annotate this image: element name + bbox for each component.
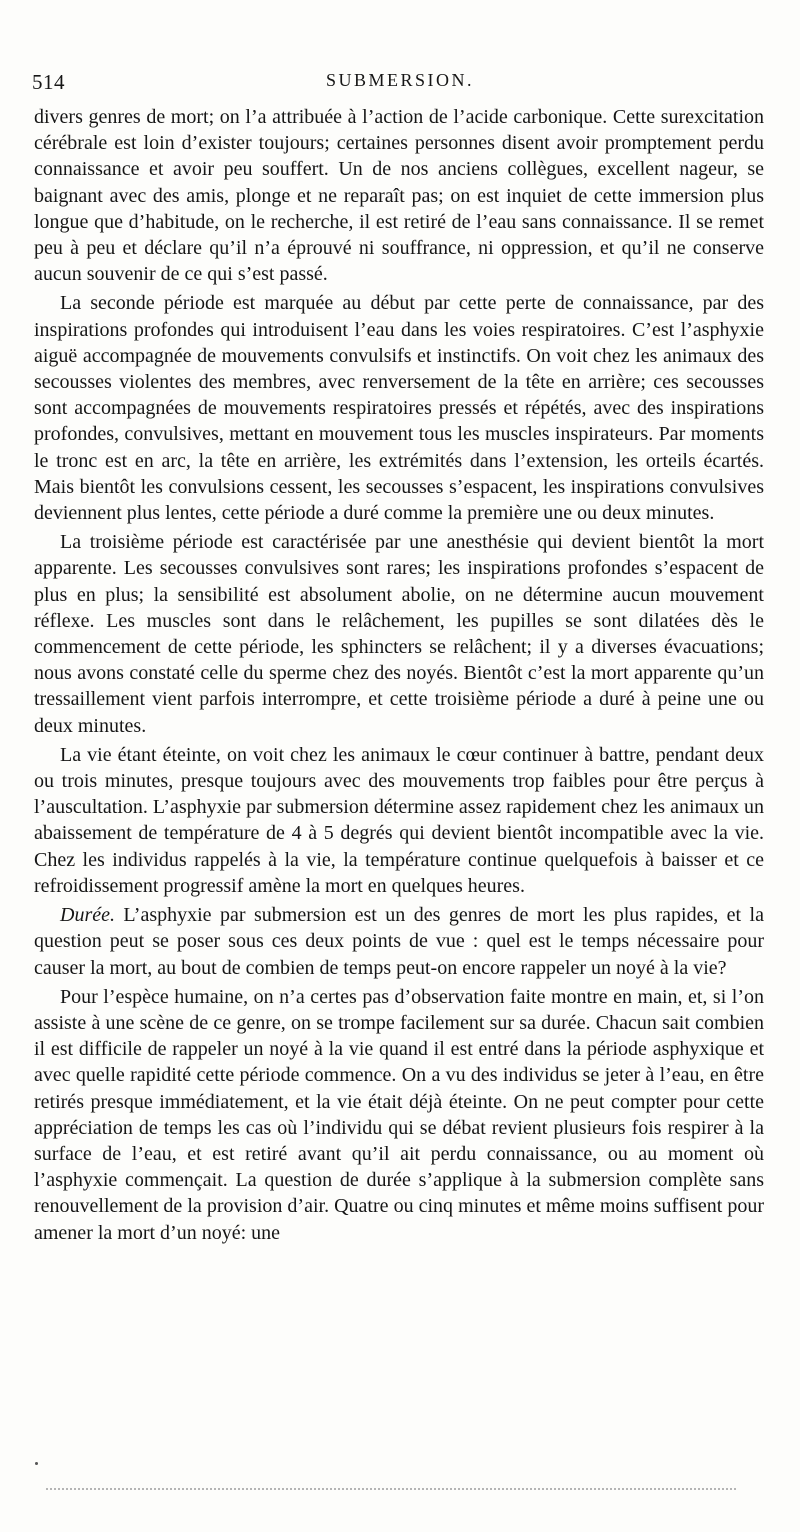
footer-rule	[46, 1488, 736, 1490]
paragraph-troisieme-periode	[34, 529, 764, 739]
running-title: SUBMERSION.	[325, 70, 475, 90]
page-number: 514	[32, 70, 65, 94]
paragraph-text: Pour l’espèce humaine, on n’a certes pas d’observation faite montre en main, et, si l’on assiste à une scène de ce genre, on se trompe facilement sur sa durée. Chacun sait combien il est difficile de rappeler un noyé à la vie quand il est entré dans la période asphyxique et avec quelle rapidité cette période commence. On a vu des individus se jeter à l’eau, en être retirés presque immédiatement, et la vie était déjà éteinte. On ne peut compter pour cette appréciation de temps les cas où l’individu qui se débat revient plusieurs fois respirer à la surface de l’eau, et est retiré avant qu’il ait perdu connaissance, ou au moment où l’asphyxie commençait. La question de durée s’applique à la submersion complète sans renouvellement de la provision d’air. Quatre ou cinq minutes et même moins suffisent pour amener la mort d’un noyé: une	[34, 985, 764, 1244]
paragraph-text: La seconde période est marquée au début par cette perte de connaissance, par des inspirations profondes qui introduisent l’eau dans les voies respiratoires. C’est l’asphyxie aiguë accompagnée de mouvements convulsifs et instinctifs. On voit chez les animaux des secousses violentes des membres, avec renversement de la tête en arrière; ces secousses sont accompagnées de mouvements respiratoires pressés et répétés, avec des inspirations profondes, convulsives, mettant en mouvement tous les muscles inspirateurs. Par moments le tronc est en arc, la tête en arrière, les extrémités dans l’extension, les orteils écartés. Mais bientôt les convulsions cessent, les secousses s’espacent, les inspirations convulsives deviennent plus lentes, cette période a duré comme la première une ou deux minutes.	[34, 292, 764, 525]
paragraph-seconde-periode	[34, 290, 764, 526]
body-text	[34, 104, 764, 1246]
paragraph-text: L’asphyxie par submersion est un des genres de mort les plus rapides, et la question peut se poser sous ces deux points de vue : quel est le temps nécessaire pour causer la mort, au bout de combien de temps peut-on encore rappeler un noyé à la vie?	[34, 904, 764, 979]
section-lead-duree: Durée.	[60, 904, 115, 927]
paragraph-text: La vie étant éteinte, on voit chez les animaux le cœur continuer à battre, pendant deux ou trois minutes, presque toujours avec des mouvements trop faibles pour être perçus à l’auscultation. L’asphyxie par submersion détermine assez rapidement chez les animaux un abaissement de température de 4 à 5 degrés qui devient bientôt incompatible avec la vie. Chez les individus rappelés à la vie, la température continue quelquefois à baisser et ce refroidissement progressif amène la mort en quelques heures.	[34, 743, 764, 897]
paragraph-vie-eteinte	[34, 742, 764, 899]
page-header	[32, 70, 768, 98]
paragraph-text: La troisième période est caractérisée par une anesthésie qui devient bientôt la mort apparente. Les secousses convulsives sont rares; les inspirations profondes s’espacent de plus en plus; la sensibilité est absolument abolie, on ne détermine aucun mouvement réflexe. Les muscles sont dans le relâchement, les pupilles se sont dilatées dès le commencement de cette période, les sphincters se relâchent; il y a diverses évacuations; nous avons constaté celle du sperme chez des noyés. Bientôt c’est la mort apparente qu’un tressaillement vient parfois interrompre, et cette troisième période a duré à peine une ou deux minutes.	[34, 531, 764, 737]
paragraph-duree	[34, 902, 764, 981]
marginal-dot	[35, 1462, 38, 1465]
paragraph-espece-humaine	[34, 984, 764, 1246]
paragraph-text: divers genres de mort; on l’a attribuée à l’action de l’acide carbonique. Cette surexcitation cérébrale est loin d’exister toujours; certaines personnes disent avoir promptement perdu connaissance et avoir peu souffert. Un de nos anciens collègues, excellent nageur, se baignant avec des amis, plonge et ne reparaît pas; on est inquiet de cette immersion plus longue que d’habitude, on le recherche, il est retiré de l’eau sans connaissance. Il se remet peu à peu et déclare qu’il n’a éprouvé ni souffrance, ni oppression, et qu’il ne conserve aucun souvenir de ce qui s’est passé.	[34, 106, 764, 286]
paragraph-continuation	[34, 104, 764, 287]
